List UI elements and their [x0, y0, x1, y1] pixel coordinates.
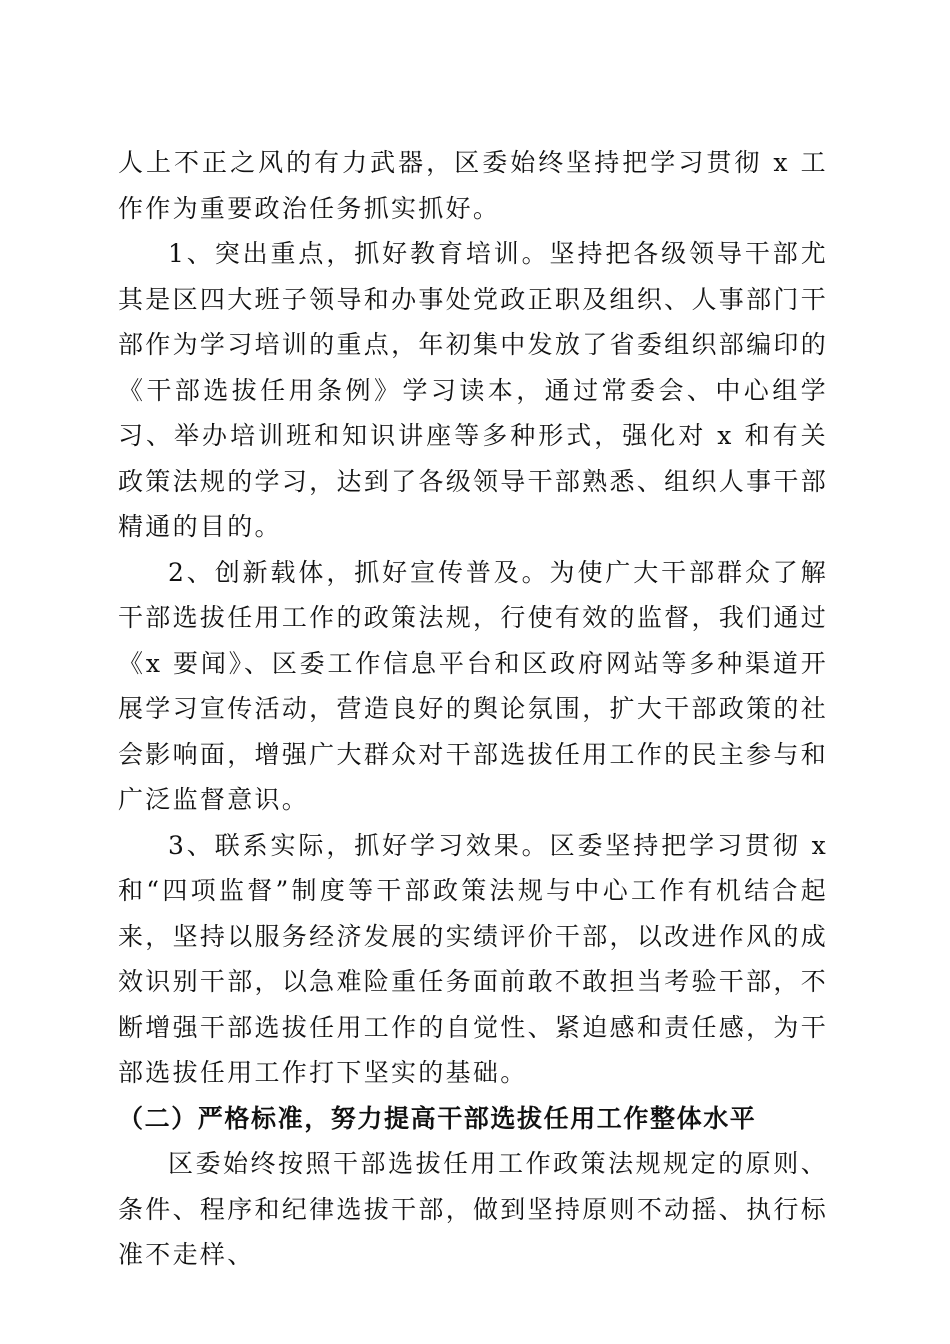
paragraph-section-intro: 区委始终按照干部选拔任用工作政策法规规定的原则、条件、程序和纪律选拔干部，做到坚持原则不动摇、执行标准不走样、: [118, 1149, 828, 1269]
document-body: [118, 140, 828, 1278]
paragraph-item-1: 1、突出重点，抓好教育培训。坚持把各级领导干部尤其是区四大班子领导和办事处党政正职及组织、人事部门干部作为学习培训的重点，年初集中发放了省委组织部编印的《干部选拔任用条例》学习读本，通过常委会、中心组学习、举办培训班和知识讲座等多种形式，强化对 x 和有关政策法规的学习，达到了各级领导干部熟悉、组织人事干部精通的目的。: [118, 239, 828, 541]
paragraph-item-2: 2、创新载体，抓好宣传普及。为使广大干部群众了解干部选拔任用工作的政策法规，行使有效的监督，我们通过《x 要闻》、区委工作信息平台和区政府网站等多种渠道开展学习宣传活动，营造良好的舆论氛围，扩大干部政策的社会影响面，增强广大群众对干部选拔任用工作的民主参与和广泛监督意识。: [118, 557, 828, 814]
paragraph-continuation: 人上不正之风的有力武器，区委始终坚持把学习贯彻 x 工作作为重要政治任务抓实抓好。: [118, 148, 828, 223]
paragraph-item-3: 3、联系实际，抓好学习效果。区委坚持把学习贯彻 x 和“四项监督”制度等干部政策法规与中心工作有机结合起来，坚持以服务经济发展的实绩评价干部，以改进作风的成效识别干部，以急难险重任务面前敢不敢担当考验干部，不断增强干部选拔任用工作的自觉性、紧迫感和责任感，为干部选拔任用工作打下坚实的基础。: [118, 830, 828, 1087]
section-heading: （二）严格标准，努力提高干部选拔任用工作整体水平: [118, 1103, 757, 1133]
